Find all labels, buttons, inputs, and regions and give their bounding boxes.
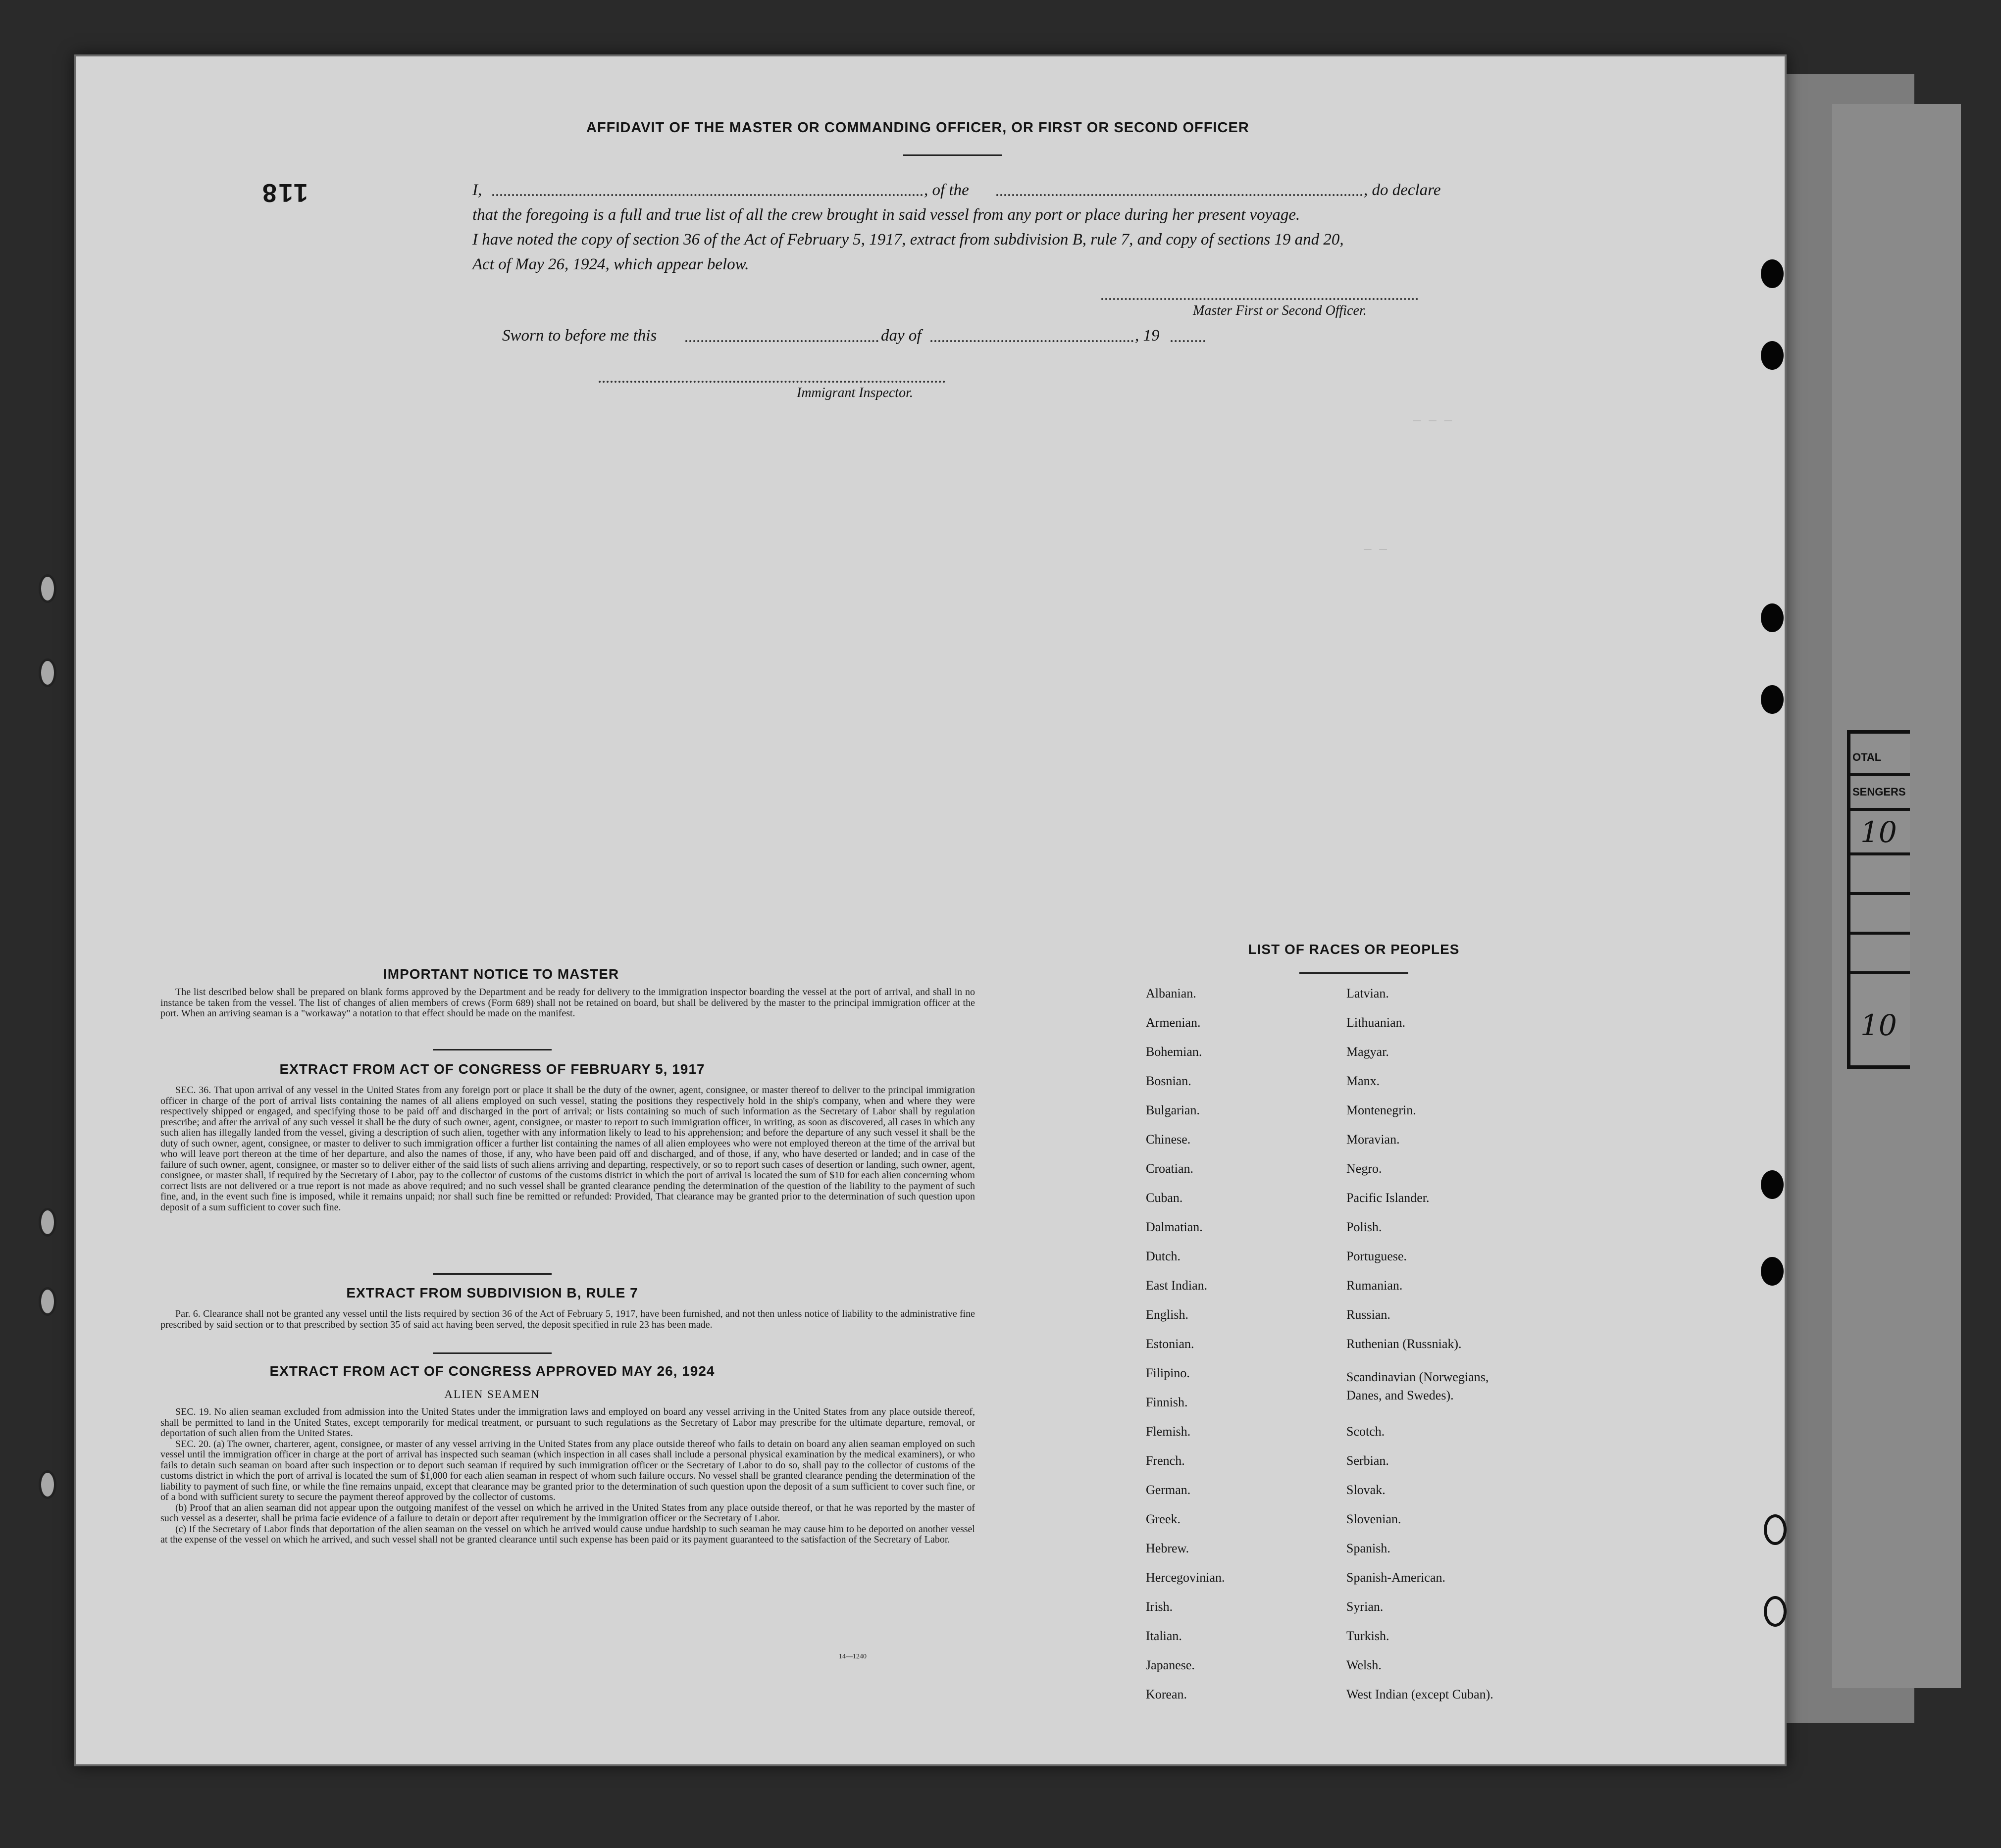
- master-signature-line: [1101, 298, 1418, 300]
- race-item: Scotch.: [1346, 1424, 1385, 1439]
- race-item: Portuguese.: [1346, 1249, 1407, 1263]
- year-text: , 19: [1135, 327, 1160, 345]
- binding-hole: [39, 1208, 56, 1237]
- binding-hole: [39, 1470, 56, 1499]
- race-item: Serbian.: [1346, 1453, 1389, 1468]
- race-item: Danes, and Swedes).: [1346, 1388, 1454, 1402]
- race-item: Manx.: [1346, 1074, 1380, 1088]
- race-item: West Indian (except Cuban).: [1346, 1687, 1493, 1701]
- race-item: Hebrew.: [1146, 1541, 1189, 1555]
- document-page: [74, 54, 1787, 1766]
- sworn-text: Sworn to before me this: [502, 327, 657, 345]
- race-item: Dutch.: [1146, 1249, 1181, 1263]
- punch-hole: [1761, 341, 1784, 370]
- binding-hole: [39, 658, 56, 687]
- inspector-signature-line: [599, 381, 945, 383]
- race-item: English.: [1146, 1307, 1188, 1322]
- race-item: Slovak.: [1346, 1483, 1385, 1497]
- race-item: Lithuanian.: [1346, 1015, 1406, 1030]
- race-item: Finnish.: [1146, 1395, 1188, 1409]
- race-item: Dalmatian.: [1146, 1220, 1203, 1234]
- race-item: Russian.: [1346, 1307, 1390, 1322]
- race-item: Bohemian.: [1146, 1045, 1202, 1059]
- race-item: Spanish.: [1346, 1541, 1390, 1555]
- race-item: Japanese.: [1146, 1658, 1195, 1672]
- extract-rule7-body: Par. 6. Clearance shall not be granted any vessel until the lists required by section 36 of the Act of February 5, 1917, have been furnished, and not then unless notice of liability to the administrative fine prescribed by said section or to that prescribed by section 35 of said act having been served, the deposit specified in rule 23 has been made.: [160, 1308, 975, 1330]
- extract-1924-body: SEC. 19. No alien seaman excluded from admission into the United States under the immigration laws and employed on board any vessel arriving in the United States from any place outside thereof, shall be permitted to land in the United States, except temporarily for medical treatment, or pursuant to such regulations as the Secretary of Labor may prescribe for the ultimate departure, removal, or deportation of such alien from the United States. SEC. 20. (a) The owner, charterer, agent, consignee, or master of any vessel arriving in the United States from any place outside thereof who fails to detain on board any alien seaman employed on such vessel until the immigration officer in charge at the port of arrival has inspected such seaman (which inspection in all cases shall include a personal physical examination by the medical examiners), or who fails to detain such seaman on board after such inspection or to deport such seaman if required by such immigration officer or the Secretary of Labor to do so, shall pay to the collector of customs of the customs district in which the port of arrival is located the sum of $1,000 for each alien seaman in respect of whom such failure occurs. No vessel shall be granted clearance pending the determination of the liability to payment of such fine, or while the fine remains unpaid, except that clearance may be granted prior to the determination of such question upon the deposit of a sum sufficient to cover such fine, or of a bond with sufficient surety to secure the payment thereof approved by the collector of customs. (b) Proof that an alien seaman did not appear upon the outgoing manifest of the vessel on which he arrived in the United States from any place outside thereof, or that he was reported by the master of such vessel as a deserter, shall be prima facie evidence of a failure to detain or deport after requirement by the immigration officer or the Secretary of Labor. (c) If the Secretary of Labor finds that deportation of the alien seaman on the vessel on which he arrived would cause undue hardship to such seaman he may cause him to be deported on another vessel at the expense of the vessel on which he arrived, and such vessel shall not be granted clearance until such expense has been paid or its payment guaranteed to the satisfaction of the Secretary of Labor.: [160, 1406, 975, 1545]
- race-item: Cuban.: [1146, 1191, 1183, 1205]
- punch-hole: [1764, 1514, 1787, 1545]
- race-item: Croatian.: [1146, 1161, 1194, 1176]
- race-item: Syrian.: [1346, 1599, 1384, 1614]
- side-table-entry-bottom: 10: [1860, 1008, 1897, 1042]
- affidavit-line-2: that the foregoing is a full and true list of all the crew brought in said vessel from any port or place during her present voyage.: [472, 206, 1300, 224]
- affidavit-declare: , do declare: [1364, 181, 1441, 199]
- race-item: Chinese.: [1146, 1132, 1191, 1147]
- punch-hole: [1761, 259, 1784, 288]
- form-number: 14—1240: [839, 1653, 867, 1660]
- page-number: 118: [260, 178, 308, 207]
- side-tally-table: [1847, 730, 1910, 1069]
- extract-rule7-title: EXTRACT FROM SUBDIVISION B, RULE 7: [346, 1285, 638, 1300]
- affidavit-i: I,: [472, 181, 482, 199]
- race-item: Welsh.: [1346, 1658, 1382, 1672]
- race-item: Korean.: [1146, 1687, 1187, 1701]
- race-item: Armenian.: [1146, 1015, 1201, 1030]
- race-item: Bosnian.: [1146, 1074, 1191, 1088]
- race-item: Irish.: [1146, 1599, 1173, 1614]
- race-item: Filipino.: [1146, 1366, 1190, 1380]
- race-item: Albanian.: [1146, 986, 1196, 1000]
- race-item: Moravian.: [1346, 1132, 1400, 1147]
- race-item: Rumanian.: [1346, 1278, 1403, 1293]
- affidavit-line-3: I have noted the copy of section 36 of the Act of February 5, 1917, extract from subdivision B, rule 7, and copy of sections 19 and 20,: [472, 231, 1344, 249]
- affidavit-line-4: Act of May 26, 1924, which appear below.: [472, 255, 749, 273]
- race-item: Estonian.: [1146, 1337, 1194, 1351]
- side-table-entry-top: 10: [1860, 815, 1897, 849]
- bleed-through-text: — — —: [1413, 413, 1452, 428]
- punch-hole: [1764, 1596, 1787, 1627]
- extract-1917-body: SEC. 36. That upon arrival of any vessel in the United States from any foreign port or place it shall be the duty of the owner, agent, consignee, or master thereof to deliver to the principal immigration officer in charge of the port of arrival lists containing the names of all aliens employed on such vessel, stating the positions they respectively hold in the ship's company, when and where they were respectively shipped or engaged, and specifying those to be paid off and discharged in the port of arrival; or lists containing so much of such information as the Secretary of Labor shall by regulation prescribe; and after the arrival of any such vessel it shall be the duty of such owner, agent, consignee, or master to report to such immigration officer, in writing, as soon as discovered, all cases in which any such alien has illegally landed from the vessel, giving a description of such alien, together with any information likely to lead to his apprehension; and before the departure of any such vessel it shall be the duty of such owner, agent, consignee, or master to deliver to such immigration officer a further list containing the names of all alien employees who were not employed thereon at the time of the arrival but who will leave port thereon at the time of her departure, and also the names of those, if any, who have been paid off and discharged, and of those, if any, who have deserted or landed; and in case of the failure of such owner, agent, consignee, or master so to deliver either of the said lists of such aliens arriving and departing, respectively, or so to report such cases of desertion or landing, such owner, agent, consignee, or master shall, if required by the Secretary of Labor, pay to the collector of customs of the customs district in which the port of arrival is located the sum of $10 for each alien concerning whom correct lists are not delivered or a true report is not made as above required; and no such vessel shall be granted clearance pending the determination of the question of the liability to the payment of such fine, and, in the event such fine is imposed, while it remains unpaid; nor shall such fine be remitted or refunded: Provided, That clearance may be granted prior to the determination of such question upon deposit of a sum sufficient to cover such fine.: [160, 1085, 975, 1213]
- race-item: Latvian.: [1346, 986, 1389, 1000]
- binding-hole: [39, 574, 56, 603]
- punch-hole: [1761, 1257, 1784, 1286]
- race-item: Italian.: [1146, 1629, 1182, 1643]
- extract-1917-title: EXTRACT FROM ACT OF CONGRESS OF FEBRUARY 5, 1917: [279, 1061, 705, 1077]
- notice-body: The list described below shall be prepared on blank forms approved by the Department and be ready for delivery to the immigration inspector boarding the vessel at the port of arrival, and shall in no instance be taken from the vessel. The list of changes of alien members of crews (Form 689) shall not be retained on board, but shall be delivered by the master to the principal immigration officer at the port. When an arriving seaman is a "workaway" a notation to that effect should be made on the manifest.: [160, 987, 975, 1019]
- punch-hole: [1761, 1170, 1784, 1199]
- race-item: East Indian.: [1146, 1278, 1208, 1293]
- punch-hole: [1761, 603, 1784, 632]
- race-item: Negro.: [1346, 1161, 1382, 1176]
- race-item: Ruthenian (Russniak).: [1346, 1337, 1462, 1351]
- race-item: Hercegovinian.: [1146, 1570, 1225, 1585]
- races-title: LIST OF RACES OR PEOPLES: [1248, 942, 1460, 957]
- affidavit-of-the: , of the: [924, 181, 969, 199]
- alien-seamen-subtitle: ALIEN SEAMEN: [444, 1388, 540, 1400]
- bleed-through-text: — —: [1364, 542, 1387, 556]
- race-item: Montenegrin.: [1346, 1103, 1416, 1117]
- side-table-header-1: OTAL: [1852, 751, 1882, 763]
- race-item: Spanish-American.: [1346, 1570, 1446, 1585]
- inspector-label: Immigrant Inspector.: [797, 385, 913, 400]
- race-item: Magyar.: [1346, 1045, 1389, 1059]
- race-item: Bulgarian.: [1146, 1103, 1200, 1117]
- affidavit-title: AFFIDAVIT OF THE MASTER OR COMMANDING OFFICER, OR FIRST OR SECOND OFFICER: [586, 120, 1249, 136]
- race-item: French.: [1146, 1453, 1185, 1468]
- race-item: Turkish.: [1346, 1629, 1389, 1643]
- race-item: Flemish.: [1146, 1424, 1191, 1439]
- race-item: Slovenian.: [1346, 1512, 1401, 1526]
- punch-hole: [1761, 685, 1784, 714]
- master-signature-label: Master First or Second Officer.: [1193, 303, 1367, 318]
- day-of-text: day of: [881, 327, 922, 345]
- race-item: Pacific Islander.: [1346, 1191, 1430, 1205]
- race-item: German.: [1146, 1483, 1191, 1497]
- race-item: Scandinavian (Norwegians,: [1346, 1370, 1489, 1384]
- binding-hole: [39, 1287, 56, 1316]
- notice-title: IMPORTANT NOTICE TO MASTER: [383, 966, 619, 982]
- race-item: Greek.: [1146, 1512, 1181, 1526]
- extract-1924-title: EXTRACT FROM ACT OF CONGRESS APPROVED MAY 26, 1924: [269, 1363, 715, 1379]
- race-item: Polish.: [1346, 1220, 1382, 1234]
- side-table-header-2: SENGERS: [1852, 786, 1906, 798]
